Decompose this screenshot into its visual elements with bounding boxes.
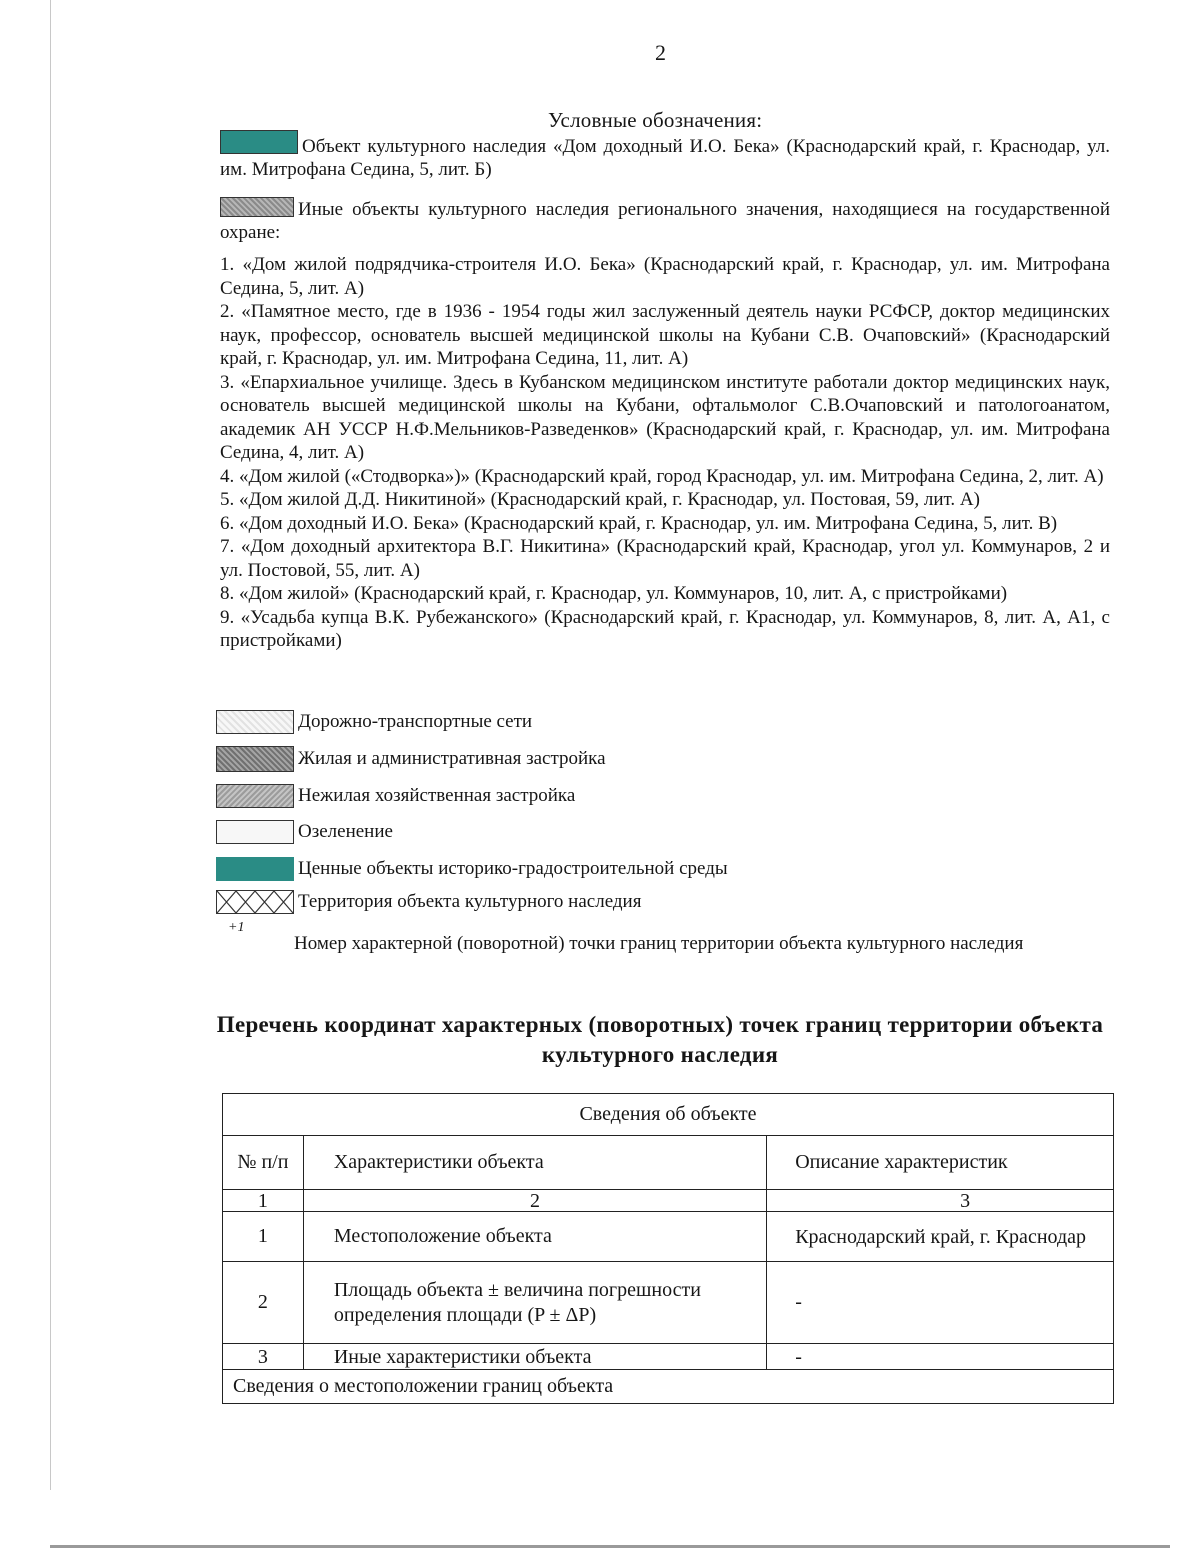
bottom-scan-line [50,1545,1170,1548]
col-desc-header: Описание характеристик [767,1136,1114,1190]
list-item: 1. «Дом жилой подрядчика-строителя И.О. Бека» (Краснодарский край, г. Краснодар, ул. им. Митрофана Седина, 5, лит. А) [220,254,1110,299]
col-char-header: Характеристики объекта [303,1136,766,1190]
table-row [223,1344,1114,1370]
residential-swatch-icon [216,746,294,772]
list-item: 8. «Дом жилой» (Краснодарский край, г. Краснодар, ул. Коммунаров, 10, лит. А, с пристройками) [220,583,1008,604]
table-column-headers [223,1136,1114,1190]
legend-point-text: Номер характерной (поворотной) точки границ территории объекта культурного наследия [294,933,1024,954]
road-networks-swatch-icon [216,710,294,734]
legend-residential-text: Жилая и административная застройка [298,748,606,769]
row-desc: - [767,1262,1114,1344]
legend-non-residential [216,784,575,808]
table-row [223,1212,1114,1262]
legend-valuable-objects-text: Ценные объекты историко-градостроительной среды [298,858,728,879]
legend-title: Условные обозначения: [548,108,763,132]
legend-other-objects-text: Иные объекты культурного наследия регионального значения, находящиеся на государственной охране: [220,199,1110,243]
row-desc: - [767,1344,1114,1370]
index-cell: 3 [767,1190,1114,1212]
index-cell: 1 [223,1190,304,1212]
row-char: Иные характеристики объекта [303,1344,766,1370]
list-item: 3. «Епархиальное училище. Здесь в Кубанском медицинском институте работали доктор медицинских наук, основатель высшей медицинской школы на Кубани, офтальмолог С.В.Очаповский и патологоанатом, академик АН УССР Н.Ф.Мельников-Разведенков» (Краснодарский край, г. Краснодар, ул. им. Митрофана Седина, 4, лит. А) [220,371,1110,463]
legend-object-text: Объект культурного наследия «Дом доходный И.О. Бека» (Краснодарский край, г. Краснодар, ул. им. Митрофана Седина, 5, лит. Б) [220,136,1110,180]
row-num: 3 [223,1344,304,1370]
left-margin-line [50,0,51,1490]
legend-greenery [216,820,393,844]
legend-territory [216,890,641,914]
legend-greenery-text: Озеленение [298,821,393,842]
point-marker-icon: +1 [228,920,245,935]
legend-non-residential-text: Нежилая хозяйственная застройка [298,785,576,806]
table-index-row [223,1190,1114,1212]
section-title: Перечень координат характерных (поворотных) точек границ территории объекта культурного наследия [216,1012,1104,1067]
list-item: 9. «Усадьба купца В.К. Рубежанского» (Краснодарский край, г. Краснодар, ул. Коммунаров, 8, лит. А, А1, с пристройками) [220,606,1110,651]
table-footer-row [223,1370,1114,1404]
teal-swatch-icon [220,130,298,154]
crosshatch-swatch-icon [216,890,294,914]
legend-valuable-objects [216,857,728,881]
list-item: 7. «Дом доходный архитектора В.Г. Никитина» (Краснодарский край, Краснодар, угол ул. Коммунаров, 2 и ул. Постовой, 55, лит. А) [220,536,1110,581]
list-item: 5. «Дом жилой Д.Д. Никитиной» (Краснодарский край, г. Краснодар, ул. Постовая, 59, лит. А) [220,489,980,510]
row-num: 2 [223,1262,304,1344]
table-row [223,1262,1114,1344]
greenery-swatch-icon [216,820,294,844]
table-footer: Сведения о местоположении границ объекта [223,1370,1114,1404]
list-item: 2. «Памятное место, где в 1936 - 1954 годы жил заслуженный деятель науки РСФСР, доктор медицинских наук, профессор, основатель высшей медицинской школы на Кубани С.В. Очаповский» (Краснодарский край, г. Краснодар, ул. им. Митрофана Седина, 11, лит. А) [220,301,1110,369]
valuable-objects-swatch-icon [216,857,294,881]
legend-road-networks-text: Дорожно-транспортные сети [298,711,533,732]
row-desc: Краснодарский край, г. Краснодар [767,1212,1114,1262]
list-item: 6. «Дом доходный И.О. Бека» (Краснодарский край, г. Краснодар, ул. им. Митрофана Седина, 5, лит. В) [220,512,1058,534]
legend-road-networks [216,710,532,734]
legend-object [220,130,1110,181]
legend-other-objects [220,197,1110,244]
row-char: Местоположение объекта [303,1212,766,1262]
row-num: 1 [223,1212,304,1262]
table-header-row [223,1094,1114,1136]
heritage-list [220,253,1110,653]
index-cell: 2 [303,1190,766,1212]
gray-swatch-icon [220,197,294,217]
row-char: Площадь объекта ± величина погрешности определения площади (P ± ΔP) [303,1262,766,1344]
legend-territory-text: Территория объекта культурного наследия [298,891,642,912]
non-residential-swatch-icon [216,784,294,808]
legend-residential [216,746,606,772]
list-item: 4. «Дом жилой («Стодворка»)» (Краснодарский край, город Краснодар, ул. им. Митрофана Седина, 2, лит. А) [220,465,1104,487]
object-info-table [222,1093,1114,1404]
page-number: 2 [655,40,666,65]
col-num-header: № п/п [223,1136,304,1190]
table-header: Сведения об объекте [223,1094,1114,1136]
